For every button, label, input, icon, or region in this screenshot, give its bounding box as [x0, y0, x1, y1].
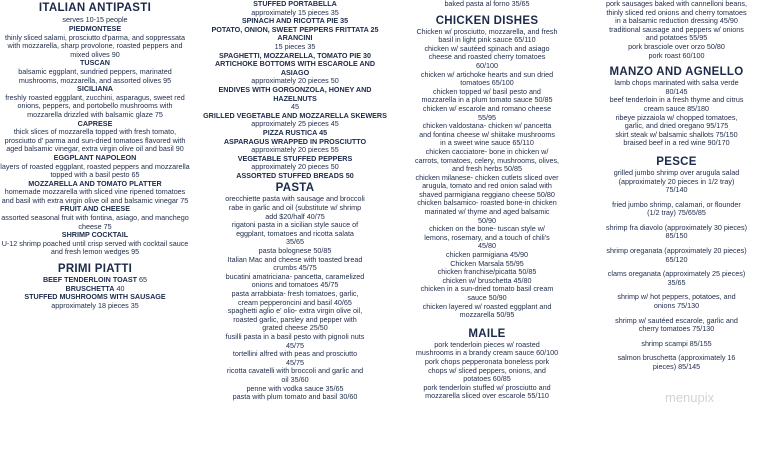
section-subtitle: serves 10-15 people: [62, 15, 128, 24]
menu-line: 85/150: [665, 231, 688, 241]
menu-line: shrimp scampi 85/155: [641, 338, 712, 348]
menu-line: marinated w/ thyme and aged balsamic: [424, 207, 550, 217]
menu-line: cream sauce 85/180: [643, 103, 710, 113]
menu-item-title: VEGETABLE STUFFED PEPPERS: [237, 153, 353, 163]
menu-line: and fontina cheese w/ shiitake mushrooms: [419, 129, 555, 139]
menu-line: chicken parmigiana 45/90: [446, 250, 528, 260]
menu-item-description: assorted seasonal fruit with fontina, asiago, and manchego cheese 75: [1, 213, 189, 231]
menu-line: clams oreganata (approximately 25 pieces): [607, 269, 746, 279]
menu-item-title: ARTICHOKE BOTTOMS WITH ESCAROLE AND ASIAGO: [214, 59, 376, 77]
watermark: menupix: [665, 390, 715, 405]
menu-item-description: U-12 shrimp poached until crisp served with cocktail sauce and fresh lemon wedges 95: [1, 238, 189, 257]
menu-line: pork tenderloin pieces w/ roasted: [434, 339, 540, 349]
menu-line: chicken milanese- chicken cutlets sliced over: [415, 172, 559, 182]
menu-line: chicken w/ artichoke hearts and sun dried: [420, 69, 554, 79]
menu-line: fried jumbo shrimp, calamari, or flounder: [612, 199, 741, 209]
menu-item-description: thinly sliced salami, prosciutto d'parma, and soppressata with mozzarella, sharp provolone, roasted peppers and mixed olives 90: [5, 32, 185, 59]
menu-line: crumbs 45/75: [273, 263, 317, 273]
menu-line: chicken w/ escarole and romano cheese: [422, 103, 552, 113]
menu-line: pasta arrabbiata- fresh tomatoes, garlic,: [231, 289, 359, 298]
menu-line: beef tenderloin in a fresh thyme and citrus: [609, 95, 744, 105]
menu-line: onions 75/130: [653, 301, 700, 311]
menu-line: chicken topped w/ basil pesto and: [433, 86, 541, 96]
menu-line: chicken w/ bruschetta 45/80: [442, 275, 532, 285]
menu-line: garlic, and dried oregano 95/175: [624, 121, 729, 131]
menu-line: rabe in garlic and oil (substitute w/ shrimp: [228, 203, 362, 213]
menu-line: (1/2 tray) 75/65/85: [647, 208, 706, 218]
menu-line: chicken franchise/picatta 50/85: [437, 267, 537, 277]
menu-line: shrimp w/ hot peppers, potatoes, and: [617, 292, 736, 302]
menu-line: braised beef in a red wine 90/170: [623, 138, 730, 148]
menu-line: mushrooms in a brandy cream sauce 60/100: [415, 348, 559, 358]
menu-line: in a balsamic reduction dressing 45/90: [615, 16, 738, 26]
menu-line: chicken in a sun-dried tomato basil cream: [420, 284, 554, 294]
menu-line: shrimp oreganata (approximately 20 pieces): [606, 246, 747, 256]
menu-line: pork sausages baked with cannelloni beans,: [605, 0, 748, 8]
menu-item-description: approximately 18 pieces 35: [51, 300, 139, 310]
menu-line: shrimp fra diavolo (approximately 30 pieces): [605, 222, 748, 232]
menu-line: bucatini amatriciana- pancetta, caramelized: [225, 271, 365, 281]
menu-line: pasta bolognese 50/85: [258, 246, 332, 256]
menu-item-title: MOZZARELLA AND TOMATO PLATTER: [28, 178, 162, 188]
menu-item-title: STUFFED MUSHROOMS WITH SAUSAGE: [24, 292, 166, 302]
menu-line: carrots, tomatoes, celery, mushrooms, olives,: [414, 155, 560, 165]
section-title-antipasti: ITALIAN ANTIPASTI: [38, 2, 152, 14]
menu-line: basil in light pink sauce 65/110: [438, 35, 536, 45]
column-chicken-maile: [392, 0, 582, 466]
menu-line: cheese and roasted cherry tomatoes: [428, 52, 546, 62]
column-antipasti: [0, 0, 190, 466]
menu-item-title: POTATO, ONION, SWEET PEPPERS FRITTATA 25: [211, 24, 379, 34]
menu-line: in a sweet wine sauce 65/110: [440, 138, 534, 148]
menu-line: and fresh herbs 50/85: [452, 164, 522, 174]
menu-line: sauce 50/90: [467, 293, 507, 302]
menu-line: oil 35/60: [281, 374, 309, 384]
menu-line: 45/75: [286, 340, 304, 350]
menu-line: and potatoes 55/95: [645, 33, 708, 43]
menu-item-description: approximately 20 pieces 50: [251, 162, 339, 172]
section-title-pesce: PESCE: [656, 155, 697, 168]
menu-item-title: STUFFED PORTABELLA: [253, 0, 337, 8]
menu-line: chops w/ sliced peppers, onions, and: [428, 365, 546, 375]
menu-item-title: PIZZA RUSTICA 45: [262, 127, 328, 137]
menu-line: chicken on the bone- tuscan style w/: [429, 224, 545, 234]
menu-line: penne with vodka sauce 35/65: [246, 383, 344, 393]
menu-item-description: approximately 20 pieces 50: [251, 76, 339, 86]
menu-line: lamb chops marinated with salsa verde: [614, 78, 739, 88]
menu-line: 45/75: [286, 357, 304, 367]
menu-line: 55/95: [478, 112, 496, 122]
section-title-primi: PRIMI PIATTI: [57, 263, 133, 276]
menu-line: salmon bruschetta (approximately 16: [617, 353, 736, 363]
menu-item-title: TUSCAN: [80, 58, 110, 68]
menu-line: fusilli pasta in a basil pesto with pignoli nuts: [225, 331, 365, 341]
menu-line: chicken cacciatore- bone in chicken w/: [425, 146, 549, 156]
menu-item-price: 40: [114, 283, 125, 293]
menu-item-description: homemade mozzarella with sliced vine ripened tomatoes and basil with extra virgin olive oil and balsamic vinegar 75: [1, 187, 189, 205]
menu-item-title: PIEDMONTESE: [68, 24, 122, 33]
menu-line: pork tenderloin stuffed w/ prosciutto and: [423, 382, 551, 392]
menu-line: pork roast 60/100: [648, 50, 705, 60]
menu-line: 60/100: [476, 60, 498, 70]
menu-line: pasta with plum tomato and basil 30/60: [232, 392, 358, 402]
menu-line: mozzarella in a plum tomato sauce 50/85: [421, 95, 553, 105]
menu-item-description: layers of roasted eggplant, roasted peppers and mozzarella topped with a basil pesto 65: [0, 161, 190, 180]
menu-item-title: ASPARAGUS WRAPPED IN PROSCIUTTO: [223, 136, 367, 146]
menu-line: pork brasciole over orzo 50/80: [628, 41, 725, 51]
menu-line: 35/65: [286, 237, 304, 247]
menu-item-description: 45: [291, 102, 299, 112]
menu-line: rigatoni pasta in a sicilian style sauce of: [231, 220, 359, 230]
menu-item-description: approximately 15 pieces 35: [251, 7, 339, 17]
menu-line: lemons, rosemary, and a touch of chili's: [424, 232, 550, 242]
menu-line: (approximately 20 pieces in 1/2 tray): [618, 176, 735, 186]
menu-line: 80/145: [665, 86, 688, 96]
menu-line: cherry tomatoes 75/130: [638, 324, 715, 334]
menu-line: 45/80: [478, 241, 496, 251]
menu-line: pork chops pepperonata boneless pork: [424, 356, 550, 366]
menu-line: shaved parmigiana reggiano cheese 50/80: [419, 189, 555, 199]
menu-line: grilled jumbo shrimp over arugula salad: [613, 167, 740, 177]
menu-item-title: BRUSCHETTA 40: [65, 283, 125, 293]
menu-line: traditional sausage and peppers w/ onions: [609, 24, 744, 34]
menu-line: baked pasta al forno 35/65: [444, 0, 530, 8]
menu-item-description: 15 pieces 35: [274, 41, 316, 51]
menu-line: skirt steak w/ balsamic shallots 75/150: [615, 129, 738, 139]
menu-line: roasted garlic, parsley and pepper with: [233, 314, 357, 324]
menu-line: orecchiette pasta with sausage and broccoli: [225, 194, 365, 204]
menu-line: cream pepperoncini and basil 40/65: [238, 297, 352, 307]
menu-line: eggplant, tomatoes and ricotta salata: [236, 228, 354, 238]
menu-item-description: freshly roasted eggplant, zucchini, asparagus, sweet red onions, peppers, and portobello mushrooms with mozzarella drizzled with balsamic glaze 75: [5, 92, 185, 119]
menu-line: spaghetti aglio e' olio- extra virgin olive oil,: [227, 306, 363, 316]
menu-item-title: GRILLED VEGETABLE AND MOZZARELLA SKEWERS: [203, 110, 387, 120]
menu-item-title: FRUIT AND CHEESE: [59, 204, 130, 214]
section-title-pasta: PASTA: [275, 182, 315, 195]
menu-line: ricotta cavatelli with broccoli and garlic and: [226, 366, 364, 376]
menu-line: Italian Mac and cheese with toasted bread: [227, 254, 363, 264]
section-title-maile: MAILE: [468, 327, 506, 340]
menu-item-title: EGGPLANT NAPOLEON: [53, 152, 137, 162]
menu-line: 75/140: [665, 185, 688, 195]
menu-line: chicken valdostana- chicken w/ pancetta: [422, 121, 552, 131]
menu-line: chicken layered w/ roasted eggplant and: [422, 301, 552, 311]
menu-line: thinly sliced red onions and cherry tomatoes: [606, 7, 747, 17]
menu-line: chicken w/ sautéed spinach and asiago: [424, 43, 550, 53]
menu-line: potatoes 60/85: [463, 374, 511, 384]
menu-item-title: SHRIMP COCKTAIL: [61, 230, 129, 240]
menu-line: Chicken Marsala 55/95: [450, 258, 524, 268]
menu-item-title: ARANCINI: [277, 33, 313, 43]
menu-line: 50/90: [478, 215, 496, 225]
menu-line: onions and tomatoes 45/75: [251, 280, 339, 290]
menu-line: ribeye pizzaiola w/ chopped tomatoes,: [615, 112, 738, 122]
menu-item-title: ASSORTED STUFFED BREADS 50: [236, 170, 354, 180]
spacer: [585, 372, 768, 378]
menu-line: shrimp w/ sautéed escarole, garlic and: [615, 315, 738, 325]
menu-line: tomatoes 65/100: [460, 78, 514, 88]
menu-line: 35/65: [667, 277, 686, 287]
menu-item-description: thick slices of mozzarella topped with fresh tomato, prosciutto d' parma and sun-dried tomatoes flavored with aged balsamic vinegar, extra virgin olive oil and basil 90: [4, 127, 186, 154]
menu-item-title: BEEF TENDERLOIN TOAST 65: [42, 275, 148, 285]
menu-item-title: SICILIANA: [77, 84, 113, 94]
menu-item-title: SPAGHETTI, MOZZARELLA, TOMATO PIE 30: [218, 50, 371, 60]
menu-line: tortellini alfred with peas and prosciutto: [232, 349, 358, 359]
menu-line: mozzarella sliced over escarole 55/110: [425, 391, 549, 401]
menu-line: chicken balsamico- roasted bone-in chicken: [417, 198, 557, 208]
menu-line: add $20/half 40/75: [265, 211, 325, 221]
menu-item-description: approximately 20 pieces 55: [251, 145, 339, 155]
menu-item-title: SPINACH AND RICOTTA PIE 35: [241, 16, 349, 26]
menu-line: mozzarella 50/95: [459, 310, 515, 320]
menu-line: pieces) 85/145: [652, 362, 701, 371]
section-title-chicken: CHICKEN DISHES: [435, 14, 539, 27]
menu-line: 65/120: [665, 254, 688, 264]
section-title-manzo: MANZO AND AGNELLO: [609, 66, 744, 79]
menu-item-title: ENDIVES WITH GORGONZOLA, HONEY AND HAZELNUTS: [218, 84, 372, 103]
menu-line: Chicken w/ prosciutto, mozzarella, and fresh: [416, 26, 558, 36]
column-primi-pasta: [200, 0, 390, 466]
menu-item-description: approximately 25 pieces 45: [251, 119, 339, 129]
menu-line: arugula, tomato and red onion salad with: [422, 181, 552, 191]
menu-item-title: CAPRESE: [77, 118, 113, 128]
menu-line: grated cheese 25/50: [262, 323, 328, 333]
menu-item-description: balsamic eggplant, sundried peppers, marinated mushrooms, mozzarella, and assorted olives 95: [18, 66, 172, 85]
menu-item-price: 65: [137, 275, 148, 285]
